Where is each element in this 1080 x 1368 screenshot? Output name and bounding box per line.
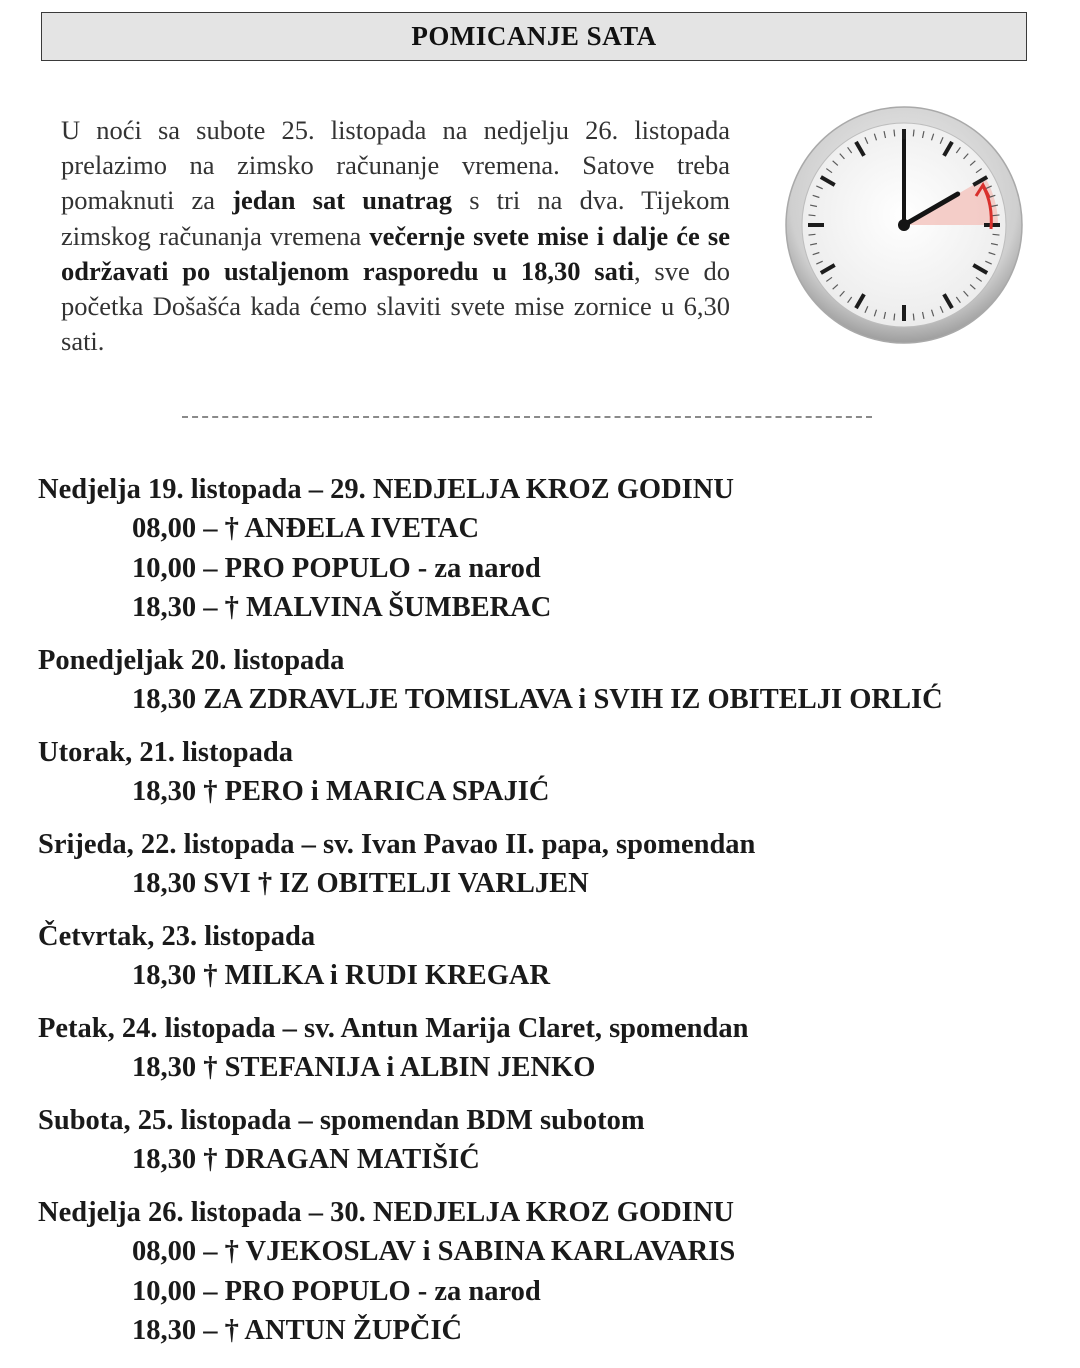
mass-entry: 08,00 – † VJEKOSLAV i SABINA KARLAVARIS [132, 1236, 736, 1267]
mass-entry: 10,00 – PRO POPULO - za narod [132, 1275, 541, 1307]
section-divider [182, 416, 872, 418]
clock-minute-tick [913, 314, 914, 321]
schedule-day [38, 825, 1068, 904]
notice-text-2: s tri na dva. Tijekom zimskog računanja vremena [61, 185, 731, 251]
notice-paragraph [61, 113, 730, 359]
mass-entry: 18,30 † DRAGAN MATIŠIĆ [132, 1144, 480, 1175]
mass-entry: 18,30 – † ANTUN ŽUPČIĆ [132, 1315, 463, 1346]
clock-minute-tick [913, 130, 914, 137]
page-title: POMICANJE SATA [41, 12, 1027, 61]
clock-minute-tick [809, 234, 816, 235]
mass-entry: 18,30 SVI † IZ OBITELJI VARLJEN [132, 868, 589, 899]
schedule-day [38, 470, 1068, 628]
schedule-day [38, 917, 1068, 996]
schedule-day [38, 1009, 1068, 1088]
day-heading: Petak, 24. listopada – sv. Antun Marija Claret, spomendan [38, 1013, 749, 1044]
notice-text-1: U noći sa subote 25. listopada na nedjelju 26. listopada prelazimo na zimsko računanje vremena. Satove treba pomaknuti za [61, 115, 730, 216]
schedule-day [38, 1101, 1068, 1180]
mass-schedule [38, 470, 1068, 1364]
mass-entry: 18,30 – † MALVINA ŠUMBERAC [132, 592, 552, 623]
mass-entry: 18,30 † MILKA i RUDI KREGAR [132, 960, 551, 991]
day-heading: Četvrtak, 23. listopada [38, 921, 316, 952]
clock-minute-tick [809, 215, 816, 216]
day-heading: Ponedjeljak 20. listopada [38, 645, 345, 676]
day-heading: Subota, 25. listopada – spomendan BDM subotom [38, 1105, 645, 1136]
clock-center-pin [898, 219, 910, 231]
mass-entry: 18,30 † PERO i MARICA SPAJIĆ [132, 776, 550, 807]
notice-bold-1: jedan sat unatrag [232, 185, 453, 216]
clock-minute-tick [894, 130, 895, 137]
schedule-day [38, 1193, 1068, 1351]
mass-entry: 10,00 – PRO POPULO - za narod [132, 552, 541, 584]
day-heading: Utorak, 21. listopada [38, 737, 293, 768]
clock-minute-tick [993, 234, 1000, 235]
mass-entry: 08,00 – † ANĐELA IVETAC [132, 513, 480, 544]
notice-bold-2: večernje svete mise i dalje će se održavati po ustaljenom rasporedu u 18,30 sati [61, 220, 730, 286]
notice-text-3: , sve do početka Došašća kada ćemo slaviti svete mise zornice u 6,30 sati. [61, 255, 731, 357]
schedule-day [38, 733, 1068, 812]
day-heading: Srijeda, 22. listopada – sv. Ivan Pavao II. papa, spomendan [38, 829, 756, 860]
day-heading: Nedjelja 19. listopada – 29. NEDJELJA KROZ GODINU [38, 474, 734, 505]
day-heading: Nedjelja 26. listopada – 30. NEDJELJA KROZ GODINU [38, 1197, 734, 1228]
mass-entry: 18,30 ZA ZDRAVLJE TOMISLAVA i SVIH IZ OBITELJI ORLIĆ [132, 684, 943, 715]
clock-minute-tick [993, 215, 1000, 216]
schedule-day [38, 641, 1068, 720]
clock-minute-tick [894, 314, 895, 321]
clock-icon [783, 104, 1025, 346]
mass-entry: 18,30 † STEFANIJA i ALBIN JENKO [132, 1052, 596, 1083]
